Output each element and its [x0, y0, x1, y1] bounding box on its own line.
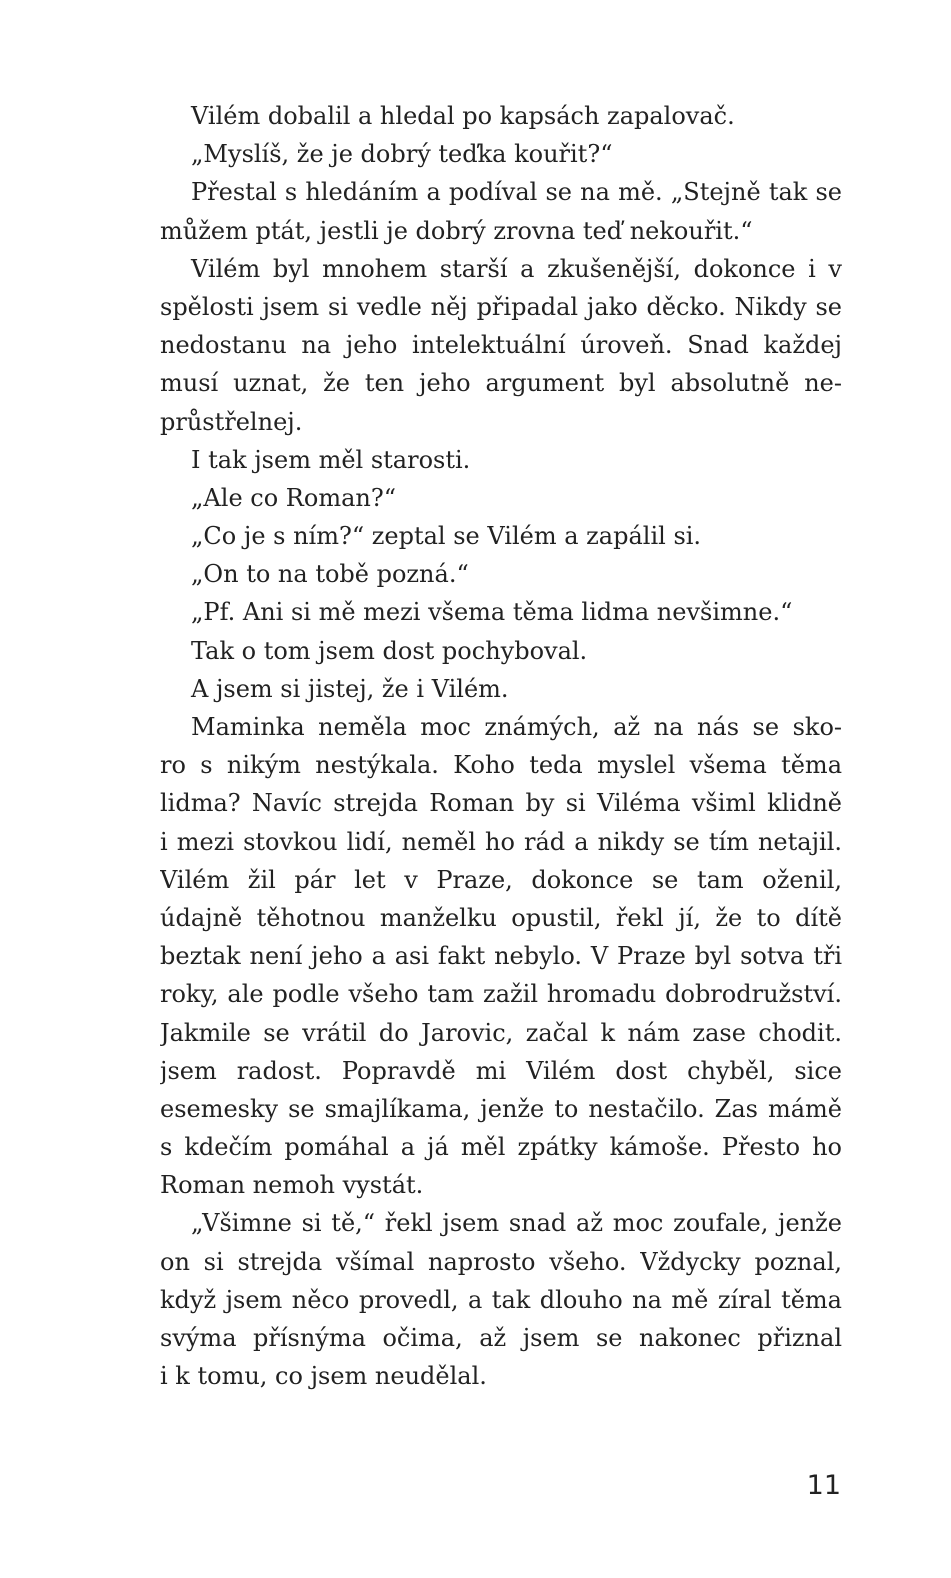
text-line: Tak o tom jsem dost pochyboval. — [191, 636, 588, 665]
text-line: jsem radost. Popravdě mi Vilém dost chyběl, sice — [160, 1056, 842, 1085]
text-line: esemesky se smajlíkama, jenže to nestačilo. Zas mámě — [160, 1094, 842, 1123]
body-text — [160, 97, 842, 1395]
text-line: i k tomu, co jsem neudělal. — [160, 1362, 487, 1391]
text-line: „Co je s ním?“ zeptal se Vilém a zapálil si. — [191, 522, 702, 551]
text-line: když jsem něco provedl, a tak dlouho na mě zíral těma — [160, 1285, 842, 1314]
text-line: průstřelnej. — [160, 407, 303, 436]
page-number: 11 — [806, 1470, 841, 1501]
text-line: on si strejda všímal naprosto všeho. Vždycky poznal, — [160, 1247, 842, 1276]
text-line: ro s nikým nestýkala. Koho teda myslel všema těma — [160, 751, 842, 780]
text-line: i mezi stovkou lidí, neměl ho rád a nikdy se tím netajil. — [160, 827, 842, 856]
text-line: Roman nemoh vystát. — [160, 1171, 424, 1200]
text-line: I tak jsem měl starosti. — [191, 445, 471, 474]
text-line: s kdečím pomáhal a já měl zpátky kámoše. Přesto ho — [160, 1133, 842, 1162]
text-line: „Všimne si tě,“ řekl jsem snad až moc zoufale, jenže — [191, 1209, 842, 1238]
text-line: „Myslíš, že je dobrý teďka kouřit?“ — [191, 140, 613, 169]
text-line: Maminka neměla moc známých, až na nás se sko- — [191, 713, 842, 741]
text-line: roky, ale podle všeho tam zažil hromadu dobrodružství. — [160, 980, 842, 1009]
text-line: Vilém dobalil a hledal po kapsách zapalovač. — [191, 102, 735, 130]
text-line: údajně těhotnou manželku opustil, řekl jí, že to dítě — [160, 903, 842, 932]
text-line: spělosti jsem si vedle něj připadal jako děcko. Nikdy se — [160, 292, 842, 321]
text-line: Jakmile se vrátil do Jarovic, začal k nám zase chodit. — [160, 1018, 842, 1047]
text-line: Přestal s hledáním a podíval se na mě. „Stejně tak se — [191, 178, 842, 207]
text-line: Vilém byl mnohem starší a zkušenější, dokonce i v — [191, 254, 842, 283]
text-line: Vilém žil pár let v Praze, dokonce se tam oženil, — [160, 865, 842, 894]
text-line: „Ale co Roman?“ — [191, 483, 396, 512]
text-line: beztak není jeho a asi fakt nebylo. V Praze byl sotva tři — [160, 942, 842, 971]
text-line: můžem ptát, jestli je dobrý zrovna teď nekouřit.“ — [160, 216, 753, 245]
text-line: „On to na tobě pozná.“ — [191, 560, 469, 589]
text-line: „Pf. Ani si mě mezi všema těma lidma nevšimne.“ — [191, 598, 793, 627]
text-line: nedostanu na jeho intelektuální úroveň. Snad každej — [160, 331, 842, 360]
text-line: lidma? Navíc strejda Roman by si Viléma všiml klidně — [160, 789, 842, 818]
text-line: musí uznat, že ten jeho argument byl absolutně ne- — [160, 369, 842, 398]
text-line: svýma přísnýma očima, až jsem se nakonec přiznal — [160, 1324, 842, 1352]
text-line: A jsem si jistej, že i Vilém. — [191, 674, 509, 703]
